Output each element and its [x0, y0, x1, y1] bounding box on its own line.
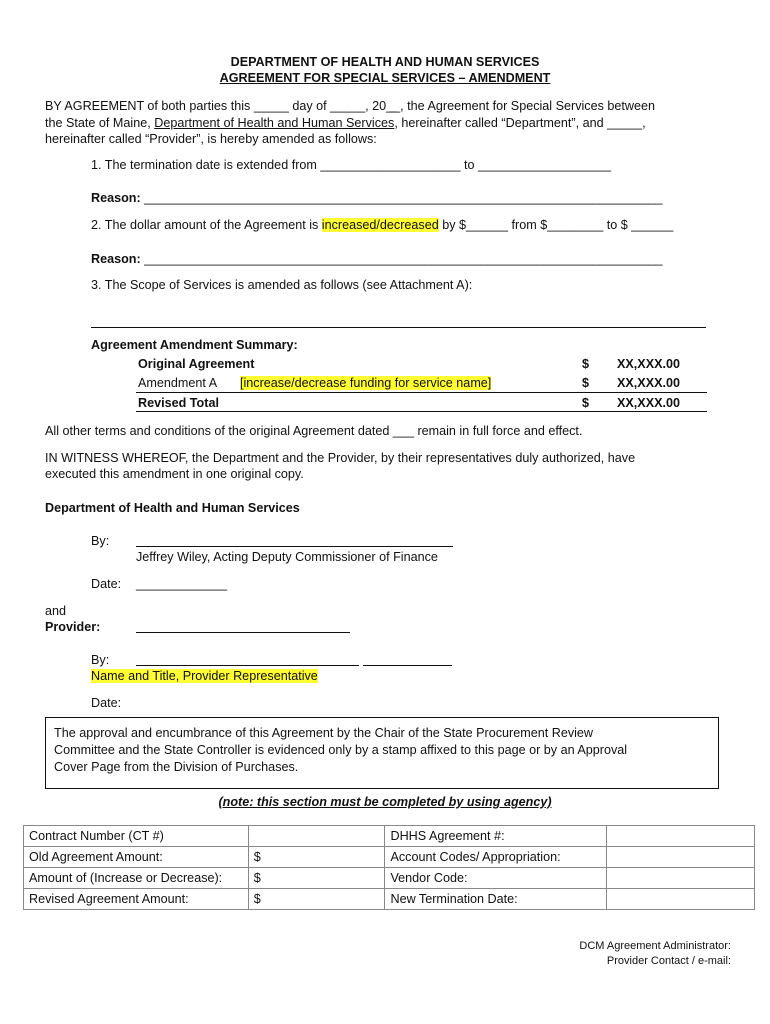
old-amount-value[interactable]: $: [248, 847, 385, 868]
agreement-info-table: [23, 825, 755, 910]
scope-blank-line: [91, 327, 706, 328]
summary-divider-2: [136, 411, 707, 412]
summary-total-amount: XX,XXX.00: [617, 396, 681, 410]
dhhs-agreement-value[interactable]: [607, 826, 755, 847]
witness-line-2: executed this amendment in one original copy.: [45, 467, 304, 481]
provider-signature-line: [136, 665, 359, 666]
dept-date-blank: _____________: [136, 577, 228, 591]
table-row: [24, 847, 755, 868]
vendor-code-label: Vendor Code:: [385, 868, 607, 889]
summary-amendment-detail: [increase/decrease funding for service name]: [240, 376, 492, 390]
summary-divider-1: [136, 392, 707, 393]
dept-date-label: Date:: [91, 577, 122, 591]
change-amount-value[interactable]: $: [248, 868, 385, 889]
department-name: Department of Health and Human Services: [154, 116, 395, 130]
provider-date-label: Date:: [91, 696, 122, 710]
account-codes-value[interactable]: [607, 847, 755, 868]
reason-2: [91, 252, 663, 266]
contract-number-label: Contract Number (CT #): [24, 826, 249, 847]
contract-number-value[interactable]: [248, 826, 385, 847]
table-row: [24, 868, 755, 889]
footer-provider-contact: Provider Contact / e-mail:: [606, 955, 731, 967]
dept-signature-line: [136, 546, 453, 547]
summary-original-label: Original Agreement: [138, 357, 255, 371]
item-termination-date: 1. The termination date is extended from ____________________ to ___________________: [91, 158, 612, 172]
summary-amendment-label: Amendment A: [138, 376, 218, 390]
summary-original-currency: $: [582, 357, 590, 371]
table-row: [24, 826, 755, 847]
intro-line-2-pre: the State of Maine,: [45, 116, 155, 130]
summary-heading: Agreement Amendment Summary:: [91, 338, 298, 352]
summary-total-currency: $: [582, 396, 590, 410]
document-subtitle: AGREEMENT FOR SPECIAL SERVICES – AMENDMENT: [219, 71, 551, 85]
terms-statement: All other terms and conditions of the original Agreement dated ___ remain in full force and effect.: [45, 424, 583, 438]
summary-amendment-currency: $: [582, 376, 590, 390]
provider-title-line: [363, 665, 452, 666]
summary-original-amount: XX,XXX.00: [617, 357, 681, 371]
vendor-code-value[interactable]: [607, 868, 755, 889]
old-amount-label: Old Agreement Amount:: [24, 847, 249, 868]
document-title: DEPARTMENT OF HEALTH AND HUMAN SERVICES: [230, 55, 540, 69]
provider-name-line: [136, 632, 350, 633]
intro-line-3: hereinafter called “Provider”, is hereby amended as follows:: [45, 132, 377, 146]
item2-pre: 2. The dollar amount of the Agreement is: [91, 218, 322, 232]
provider-name-placeholder: Name and Title, Provider Representative: [91, 669, 318, 683]
witness-line-1: IN WITNESS WHEREOF, the Department and the Provider, by their representatives duly authorized, have: [45, 451, 636, 465]
dhhs-agreement-label: DHHS Agreement #:: [385, 826, 607, 847]
provider-label: Provider:: [45, 620, 101, 634]
termination-date-label: New Termination Date:: [385, 889, 607, 910]
account-codes-label: Account Codes/ Appropriation:: [385, 847, 607, 868]
revised-amount-label: Revised Agreement Amount:: [24, 889, 249, 910]
item-dollar-amount: [91, 218, 673, 232]
reason-label: Reason:: [91, 191, 141, 205]
item-scope: 3. The Scope of Services is amended as follows (see Attachment A):: [91, 278, 473, 292]
increase-decrease-highlight: increased/decreased: [321, 218, 439, 232]
intro-line-1: BY AGREEMENT of both parties this _____ day of _____, 20_̲_, the Agreement for Special Services between: [45, 99, 655, 113]
reason-line: __________________________________________________________________________: [140, 191, 663, 205]
approval-line-2: Committee and the State Controller is evidenced only by a stamp affixed to this page or by an Approval: [54, 743, 628, 757]
reason-1: [91, 191, 663, 205]
dept-signer-name: Jeffrey Wiley, Acting Deputy Commissioner of Finance: [136, 550, 438, 564]
intro-line-2-post: , hereinafter called “Department”, and _____,: [394, 116, 646, 130]
approval-line-3: Cover Page from the Division of Purchases.: [54, 760, 299, 774]
and-label: and: [45, 604, 67, 618]
footer-administrator: DCM Agreement Administrator:: [579, 940, 731, 952]
item2-post: by $______ from $________ to $ ______: [438, 218, 674, 232]
reason-line: __________________________________________________________________________: [140, 252, 663, 266]
summary-amendment-amount: XX,XXX.00: [617, 376, 681, 390]
intro-line-2: [45, 116, 646, 130]
dept-by-label: By:: [91, 534, 110, 548]
change-amount-label: Amount of (Increase or Decrease):: [24, 868, 249, 889]
revised-amount-value[interactable]: $: [248, 889, 385, 910]
agency-note: (note: this section must be completed by using agency): [218, 795, 552, 809]
reason-label: Reason:: [91, 252, 141, 266]
approval-line-1: The approval and encumbrance of this Agreement by the Chair of the State Procurement Review: [54, 726, 594, 740]
provider-by-label: By:: [91, 653, 110, 667]
table-row: [24, 889, 755, 910]
termination-date-value[interactable]: [607, 889, 755, 910]
summary-total-label: Revised Total: [138, 396, 219, 410]
dept-signature-heading: Department of Health and Human Services: [45, 501, 300, 515]
